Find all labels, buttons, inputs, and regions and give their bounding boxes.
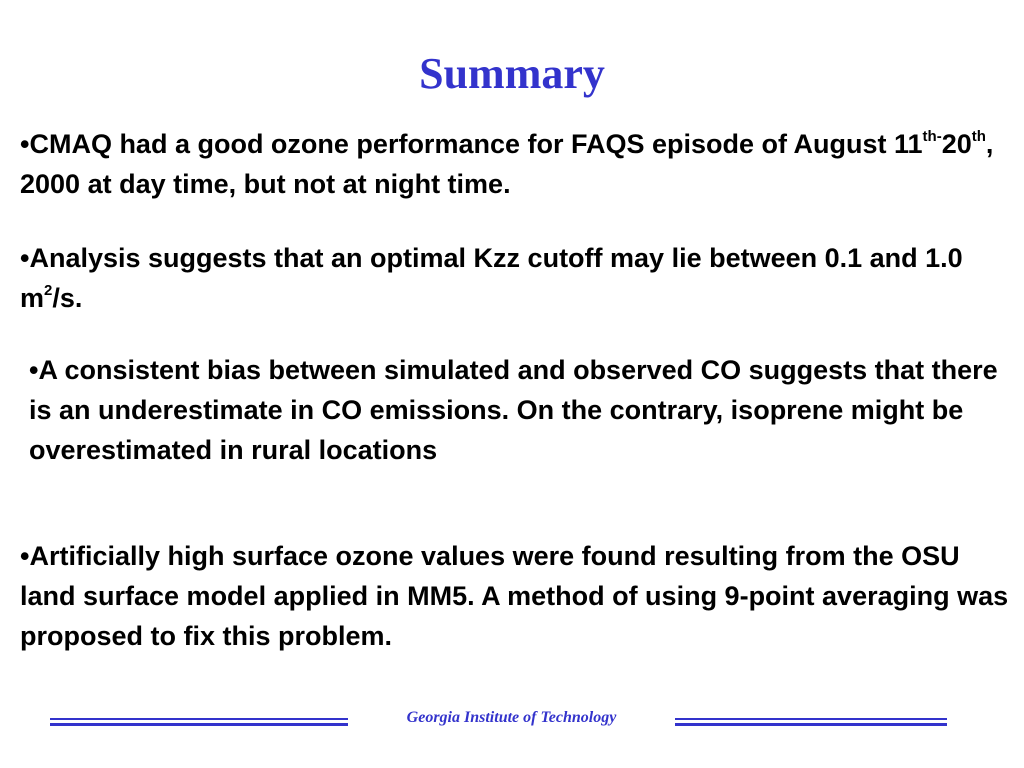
footer-rule-right <box>675 718 947 725</box>
bullet-marker: • <box>29 355 39 385</box>
bullet-marker: • <box>20 541 30 571</box>
footer-institution: Georgia Institute of Technology <box>406 709 617 726</box>
bullet-marker: • <box>20 243 30 273</box>
bullet-item-cmaq-performance <box>20 124 1020 204</box>
bullet-marker: • <box>20 129 30 159</box>
slide-title: Summary <box>419 49 605 98</box>
bullet-superscript: th- <box>922 128 942 145</box>
footer-rule-left <box>50 718 348 725</box>
bullet-item-co-bias <box>29 350 1019 470</box>
bullet-text: , 2000 at day time, but not at night time. <box>20 129 994 199</box>
bullet-superscript: th <box>971 128 986 145</box>
bullet-item-kzz-cutoff <box>20 238 1020 318</box>
bullet-text: A consistent bias between simulated and observed CO suggests that there is an underestimate in CO emissions. On the contrary, isoprene might be overestimated in rural locations <box>29 355 998 465</box>
bullet-text: CMAQ had a good ozone performance for FAQS episode of August 11 <box>29 129 923 159</box>
bullet-text: Artificially high surface ozone values were found resulting from the OSU land surface model applied in MM5. A method of using 9-point averaging was proposed to fix this problem. <box>20 541 1009 651</box>
bullet-text: /s. <box>52 283 83 313</box>
bullet-text: Analysis suggests that an optimal Kzz cutoff may lie between 0.1 and 1.0 m <box>20 243 963 313</box>
bullet-item-surface-ozone <box>20 536 1020 656</box>
bullet-superscript: 2 <box>44 282 53 299</box>
bullet-text: 20 <box>941 129 972 159</box>
